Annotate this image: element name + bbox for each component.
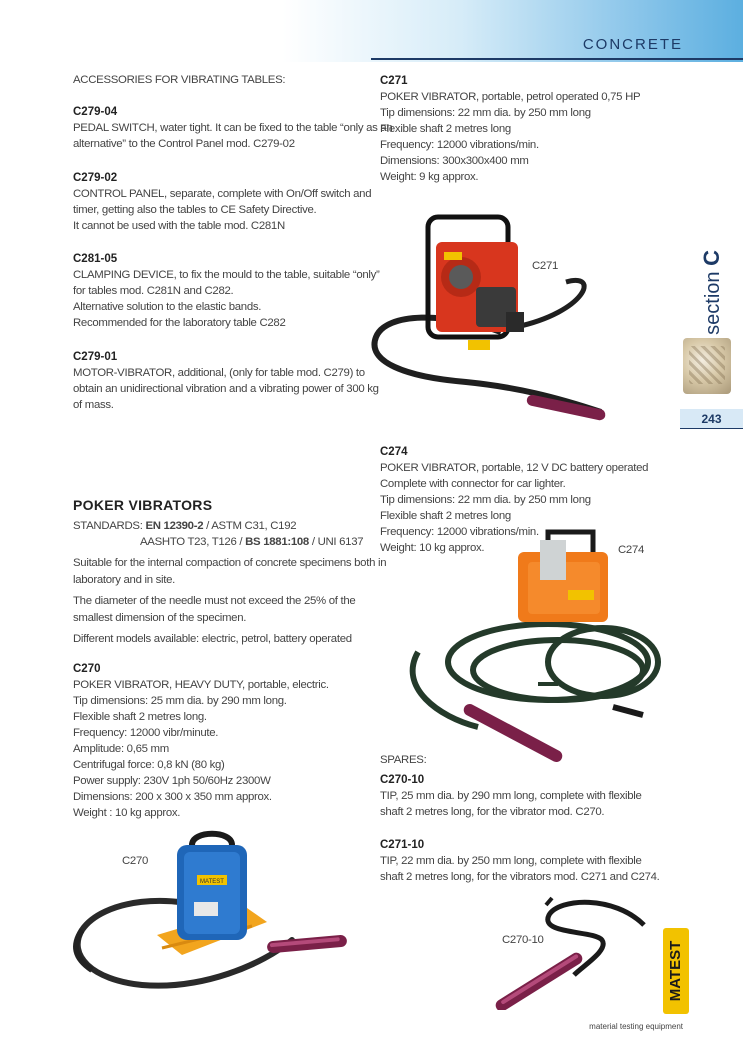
spec-line: Amplitude: 0,65 mm bbox=[73, 743, 169, 755]
desc-line: shaft 2 metres long, for the vibrators mod. C271 and C274. bbox=[380, 871, 660, 883]
desc-line: timer, getting also the tables to CE Safety Directive. bbox=[73, 204, 317, 216]
product-code: C279-04 bbox=[73, 106, 118, 118]
spec-line: Weight: 9 kg approx. bbox=[380, 171, 479, 183]
desc-line: for tables mod. C281N and C282. bbox=[73, 285, 234, 297]
c279-04-block bbox=[73, 104, 392, 152]
product-code: C270-10 bbox=[380, 774, 425, 786]
spec-line: Complete with connector for car lighter. bbox=[380, 478, 566, 490]
standards-block bbox=[73, 518, 363, 550]
standards-label: STANDARDS: bbox=[73, 520, 143, 532]
standard-bs: BS 1881:108 bbox=[245, 536, 309, 548]
matest-logo bbox=[660, 926, 692, 1016]
product-code: C270 bbox=[73, 663, 101, 675]
logo-text: MATEST bbox=[666, 940, 684, 1002]
desc-line: PEDAL SWITCH, water tight. It can be fixed to the table “only as an bbox=[73, 122, 393, 134]
spec-line: Frequency: 12000 vibrations/min. bbox=[380, 526, 539, 538]
product-code: C271 bbox=[380, 75, 408, 87]
desc-line: CLAMPING DEVICE, to fix the mould to the table, suitable “only” bbox=[73, 269, 380, 281]
poker-intro bbox=[73, 555, 386, 648]
spec-line: POKER VIBRATOR, portable, petrol operated 0,75 HP bbox=[380, 91, 641, 103]
spec-line: Frequency: 12000 vibrations/min. bbox=[380, 139, 539, 151]
c279-02-block bbox=[73, 170, 371, 234]
desc-line: shaft 2 metres long, for the vibrator mod. C270. bbox=[380, 806, 605, 818]
c270-10-block bbox=[380, 772, 642, 820]
svg-text:MATEST: MATEST bbox=[200, 879, 224, 885]
intro-line: Suitable for the internal compaction of concrete specimens both in bbox=[73, 557, 387, 569]
spec-line: Weight : 10 kg approx. bbox=[73, 807, 181, 819]
desc-line: Alternative solution to the elastic bands. bbox=[73, 301, 262, 313]
product-code: C279-02 bbox=[73, 172, 118, 184]
intro-line: smallest dimension of the specimen. bbox=[73, 611, 247, 624]
spec-line: Flexible shaft 2 metres long. bbox=[73, 711, 207, 723]
spec-line: Centrifugal force: 0,8 kN (80 kg) bbox=[73, 759, 225, 771]
c281-05-block bbox=[73, 251, 380, 331]
poker-vibrators-heading: POKER VIBRATORS bbox=[73, 497, 213, 513]
desc-line: MOTOR-VIBRATOR, additional, (only for table mod. C279) to bbox=[73, 367, 365, 379]
spec-line: Weight: 10 kg approx. bbox=[380, 542, 485, 554]
page-title: CONCRETE bbox=[582, 36, 683, 53]
desc-line: TIP, 22 mm dia. by 250 mm long, complete with flexible bbox=[380, 855, 642, 867]
footer-text: material testing equipment bbox=[589, 1022, 683, 1031]
c270-10-tip-image bbox=[484, 890, 654, 1010]
c274-vibrator-image bbox=[398, 522, 664, 772]
spec-line: Tip dimensions: 25 mm dia. by 290 mm long. bbox=[73, 695, 287, 707]
page-number-rule bbox=[680, 428, 743, 429]
spec-line: Flexible shaft 2 metres long bbox=[380, 510, 511, 522]
spec-line: Tip dimensions: 22 mm dia. by 250 mm long bbox=[380, 107, 591, 119]
c271-vibrator-image bbox=[366, 212, 616, 424]
spec-line: POKER VIBRATOR, HEAVY DUTY, portable, electric. bbox=[73, 679, 329, 691]
spec-line: Flexible shaft 2 metres long bbox=[380, 123, 511, 135]
product-code: C281-05 bbox=[73, 253, 118, 265]
intro-line: Different models available: electric, petrol, battery operated bbox=[73, 633, 352, 645]
c274-caption: C274 bbox=[618, 544, 645, 556]
separator: / bbox=[308, 536, 318, 548]
separator: / bbox=[236, 536, 246, 548]
standards-line-1 bbox=[73, 518, 363, 534]
spec-line: Power supply: 230V 1ph 50/60Hz 2300W bbox=[73, 775, 271, 787]
intro-line: The diameter of the needle must not exceed the 25% of the bbox=[73, 595, 356, 607]
standards-line-2 bbox=[73, 534, 363, 550]
spec-line: POKER VIBRATOR, portable, 12 V DC battery operated bbox=[380, 462, 649, 474]
c270-10-caption: C270-10 bbox=[502, 934, 544, 946]
desc-line: of mass. bbox=[73, 399, 114, 411]
separator: / bbox=[203, 520, 212, 532]
c270-vibrator-image bbox=[62, 830, 362, 1020]
product-code: C274 bbox=[380, 446, 408, 458]
spec-line: Tip dimensions: 22 mm dia. by 250 mm long bbox=[380, 494, 591, 506]
c271-block bbox=[380, 73, 640, 185]
spec-line: Dimensions: 200 x 300 x 350 mm approx. bbox=[73, 791, 272, 803]
header-rule bbox=[371, 58, 743, 60]
spares-label: SPARES: bbox=[380, 754, 427, 766]
desc-line: Recommended for the laboratory table C282 bbox=[73, 317, 286, 329]
c279-01-block bbox=[73, 349, 379, 413]
page-number: 243 bbox=[701, 412, 722, 426]
c271-caption: C271 bbox=[532, 260, 559, 272]
standard-en: EN 12390-2 bbox=[145, 520, 204, 532]
desc-line: obtain an unidirectional vibration and a vibrating power of 300 kg bbox=[73, 383, 379, 395]
spec-line: Dimensions: 300x300x400 mm bbox=[380, 155, 529, 167]
c270-caption: C270 bbox=[122, 855, 149, 867]
accessories-heading: ACCESSORIES FOR VIBRATING TABLES: bbox=[73, 74, 286, 86]
concrete-sample-thumbnail bbox=[683, 338, 731, 394]
intro-line: laboratory and in site. bbox=[73, 573, 176, 586]
standard-astm: ASTM C31, C192 bbox=[211, 520, 297, 532]
desc-line: TIP, 25 mm dia. by 290 mm long, complete with flexible bbox=[380, 790, 642, 802]
desc-line: It cannot be used with the table mod. C281N bbox=[73, 220, 285, 232]
standard-aashto: AASHTO T23, T126 bbox=[140, 536, 237, 548]
product-code: C279-01 bbox=[73, 351, 118, 363]
desc-line: CONTROL PANEL, separate, complete with On/Off switch and bbox=[73, 188, 372, 200]
section-label bbox=[699, 250, 725, 335]
section-word: section bbox=[702, 271, 724, 335]
c270-block bbox=[73, 661, 329, 821]
spec-line: Frequency: 12000 vibr/minute. bbox=[73, 727, 219, 739]
standard-uni: UNI 6137 bbox=[317, 536, 364, 548]
product-code: C271-10 bbox=[380, 839, 425, 851]
c271-10-block bbox=[380, 837, 660, 885]
section-letter: C bbox=[699, 250, 724, 266]
desc-line: alternative” to the Control Panel mod. C279-02 bbox=[73, 138, 295, 150]
